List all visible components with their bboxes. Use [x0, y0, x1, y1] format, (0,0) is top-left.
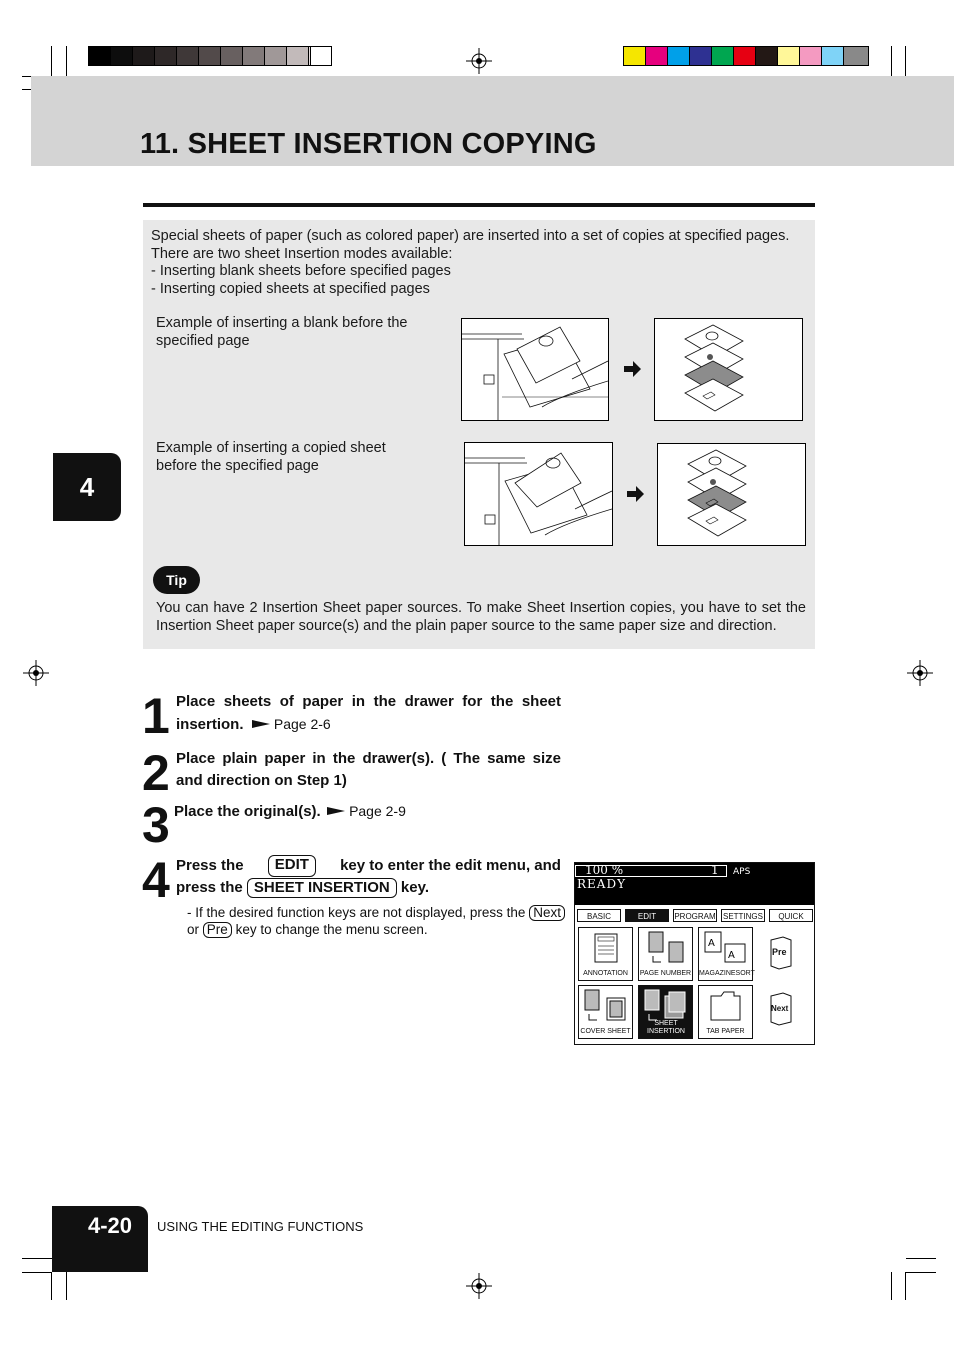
caption-line: specified page: [156, 332, 250, 349]
sheet-insertion-key-label: SHEET INSERTION: [247, 878, 397, 898]
page-reference: Page 2-6: [273, 716, 331, 732]
tab-edit[interactable]: EDIT: [625, 909, 669, 922]
arrow-right-icon: [624, 361, 642, 377]
section-label: USING THE EDITING FUNCTIONS: [157, 1219, 364, 1234]
example-caption: [156, 440, 446, 475]
note-line: [187, 904, 572, 921]
tab-program[interactable]: PROGRAM: [673, 909, 717, 922]
tab-basic[interactable]: BASIC: [577, 909, 621, 922]
arrow-right-icon: [627, 486, 645, 502]
step-line: [176, 855, 561, 877]
next-key-label: Next: [529, 905, 565, 921]
page-title: 11. SHEET INSERTION COPYING: [140, 128, 597, 160]
crop-mark: [891, 46, 892, 76]
tab-paper-button[interactable]: [698, 985, 753, 1039]
intro-line: Special sheets of paper (such as colored paper) are inserted into a set of copies at specified pages.: [151, 228, 790, 244]
registration-target-icon: [466, 48, 492, 74]
step-text: [176, 855, 561, 899]
page-number-tab: [52, 1206, 148, 1272]
registration-target-icon: [23, 660, 49, 686]
step-number: 3: [142, 797, 170, 853]
pre-page-button[interactable]: [769, 936, 793, 970]
caption-line: Example of inserting a copied sheet: [156, 440, 386, 456]
note-line: [187, 921, 572, 938]
copier-illustration: [461, 318, 609, 421]
crop-mark: [66, 1272, 67, 1300]
annotation-icon: [579, 928, 632, 968]
magazine-sort-button[interactable]: [698, 927, 753, 981]
copy-count: 1: [711, 863, 719, 877]
tab-settings[interactable]: SETTINGS: [721, 909, 765, 922]
sheet-insertion-button[interactable]: [638, 985, 693, 1039]
step-number: 2: [142, 745, 170, 801]
example-caption: [156, 315, 446, 350]
step-line-text: key.: [400, 879, 429, 896]
crop-mark: [51, 46, 52, 76]
status-area: [575, 863, 814, 905]
step-line-text: key to enter the edit menu, and: [340, 857, 561, 874]
step-line-text: press the: [176, 879, 243, 896]
step-number: 4: [142, 852, 170, 908]
button-label: TAB PAPER: [706, 1028, 745, 1035]
button-label: COVER SHEET: [580, 1028, 631, 1035]
crop-mark: [51, 1272, 52, 1300]
crop-mark: [905, 1272, 906, 1300]
magazine-sort-icon: [699, 928, 752, 968]
step-number: 1: [142, 688, 170, 744]
svg-text:A: A: [708, 938, 715, 949]
step-text: [174, 800, 559, 823]
status-text: READY: [577, 877, 627, 891]
note-text: or: [187, 922, 200, 937]
zoom-readout: 100 %: [585, 863, 624, 877]
intro-bullet: - Inserting copied sheets at specified pages: [151, 280, 430, 297]
crop-mark: [22, 1258, 52, 1259]
step-line: Place plain paper in the drawer(s). ( The same size: [176, 750, 561, 767]
crop-mark: [66, 46, 67, 76]
annotation-button[interactable]: [578, 927, 633, 981]
tip-text: You can have 2 Insertion Sheet paper sources. To make Sheet Insertion copies, you have to set the Insertion Sheet paper source(s) and the plain paper source to the same paper size and direction.: [156, 600, 806, 634]
caption-line: before the specified page: [156, 457, 319, 474]
caption-line: Example of inserting a blank before the: [156, 315, 408, 331]
cover-sheet-icon: [579, 986, 632, 1026]
paper-mode: APS: [733, 867, 751, 877]
button-label: PAGE NUMBER: [639, 970, 692, 977]
cover-sheet-button[interactable]: [578, 985, 633, 1039]
crop-mark: [891, 1272, 892, 1300]
page-ref-arrow-icon: [327, 806, 345, 816]
tab-paper-icon: [699, 986, 752, 1026]
registration-target-icon: [907, 660, 933, 686]
crop-mark: [906, 1272, 936, 1273]
step-line: Place sheets of paper in the drawer for the sheet: [176, 693, 561, 710]
tip-badge: Tip: [153, 566, 200, 594]
intro-text: [151, 228, 811, 298]
step-line-text: Place the original(s).: [174, 803, 321, 820]
chapter-tab: 4: [53, 453, 121, 521]
intro-line: There are two sheet Insertion modes available:: [151, 245, 453, 262]
edit-key-label: EDIT: [268, 855, 316, 877]
crop-mark: [906, 1258, 936, 1259]
note-text: - If the desired function keys are not displayed, press the: [187, 905, 526, 920]
step-line: and direction on Step 1): [176, 772, 347, 789]
svg-text:A: A: [728, 950, 735, 961]
result-stack-illustration: [654, 318, 803, 421]
step-text: [176, 748, 561, 792]
button-label: ANNOTATION: [583, 970, 628, 977]
control-panel-screen: [574, 862, 815, 1045]
pre-label: Pre: [772, 947, 787, 957]
step-line: [176, 713, 561, 736]
step-line-text: insertion.: [176, 716, 244, 733]
copier-illustration: [464, 442, 613, 546]
crop-mark: [905, 46, 906, 76]
title-rule: [143, 203, 815, 207]
next-page-button[interactable]: [769, 992, 793, 1026]
result-stack-illustration: [657, 443, 806, 546]
crop-mark: [22, 1272, 52, 1273]
tab-quick[interactable]: QUICK: [769, 909, 813, 922]
intro-bullet: - Inserting blank sheets before specified pages: [151, 263, 451, 279]
page-number-icon: [639, 928, 692, 968]
button-label: MAGAZINESORT: [699, 970, 755, 977]
step-note: [187, 904, 572, 938]
button-label: SHEET INSERTION: [647, 1020, 685, 1035]
pre-key-label: Pre: [203, 922, 232, 938]
step-line-text: Press the: [176, 857, 244, 874]
page-reference: Page 2-9: [349, 803, 406, 819]
step-line: [176, 877, 561, 899]
next-label: Next: [771, 1004, 789, 1013]
page-ref-arrow-icon: [252, 719, 270, 729]
note-text: key to change the menu screen.: [235, 922, 428, 937]
page-number-button[interactable]: [638, 927, 693, 981]
page-number: 4-20: [88, 1213, 133, 1238]
registration-target-icon: [466, 1273, 492, 1299]
step-text: [176, 691, 561, 736]
